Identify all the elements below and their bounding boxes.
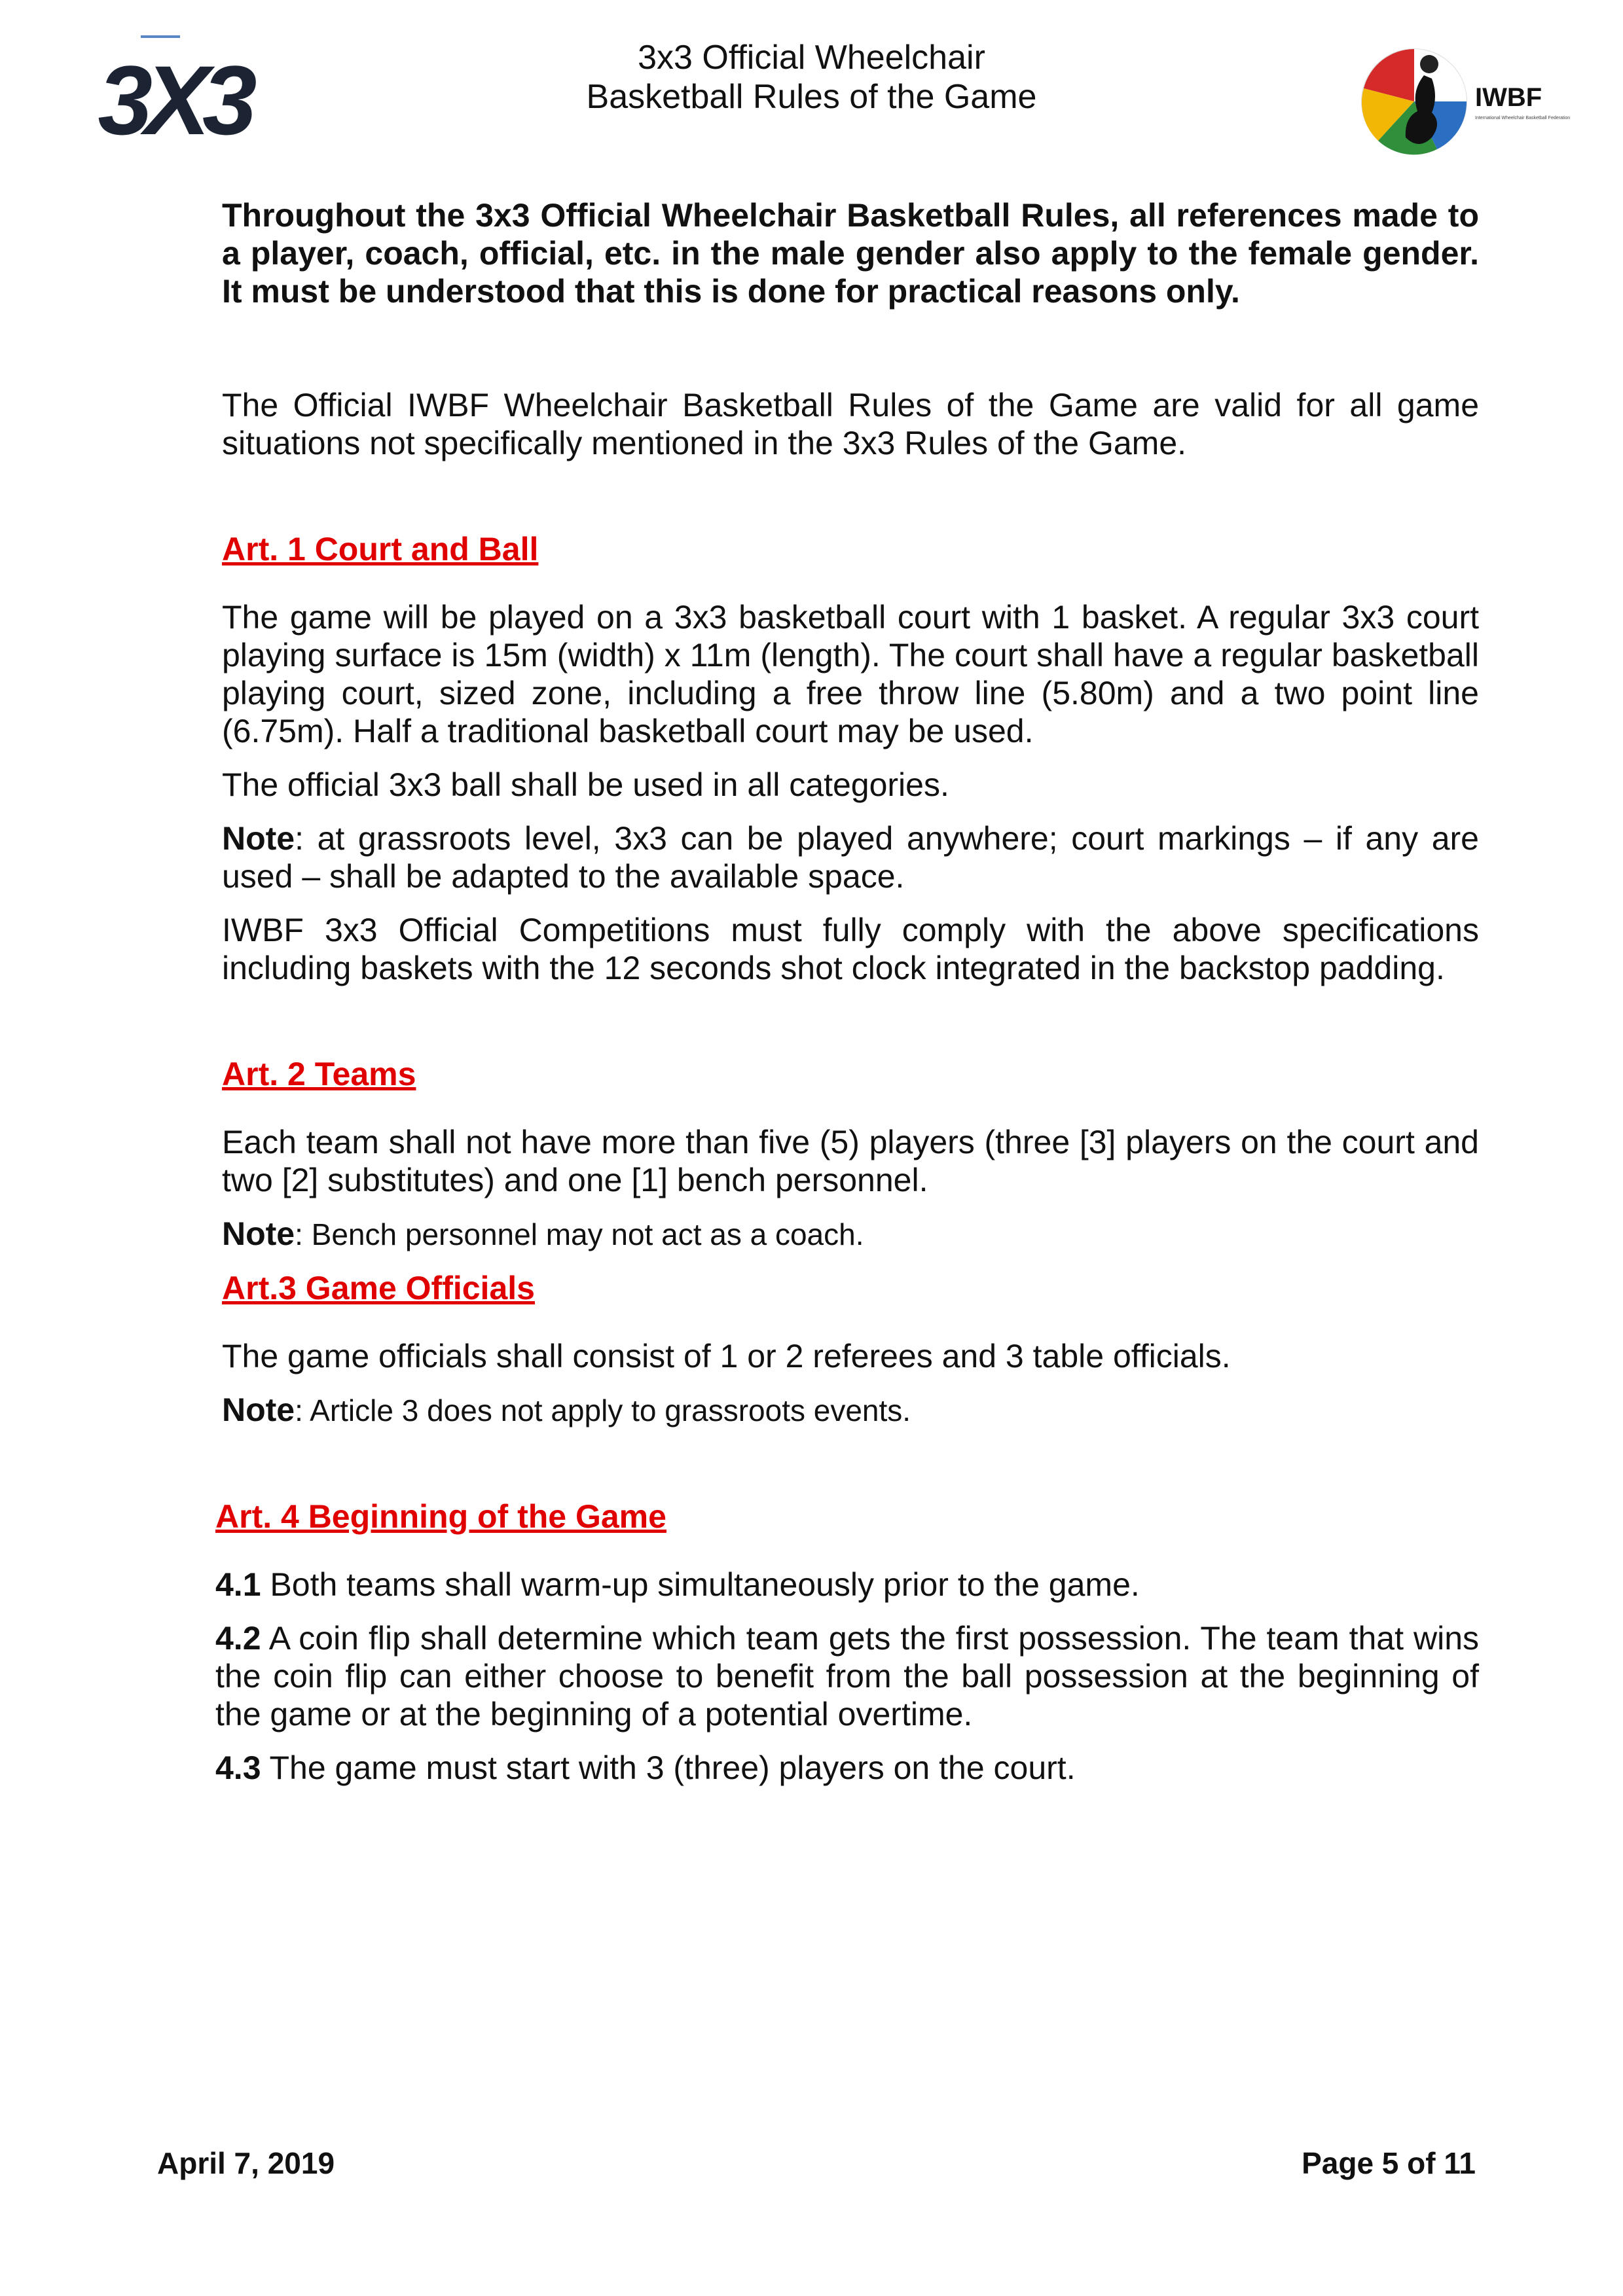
- note-text: : Bench personnel may not act as a coach.: [295, 1217, 864, 1251]
- note-text: : at grassroots level, 3x3 can be played anywhere; court markings – if any are used – shall be adapted to the available space.: [222, 820, 1479, 895]
- iwbf-logo-subtext: International Wheelchair Basketball Federation: [1475, 116, 1571, 120]
- title-line-1: 3x3 Official Wheelchair: [638, 39, 985, 77]
- gender-note: Throughout the 3x3 Official Wheelchair Basketball Rules, all references made to a player, coach, official, etc. in the male gender also apply to the female gender. It must be understood that this is done for practical reasons only.: [222, 197, 1479, 310]
- art4-item: [215, 1749, 1479, 1787]
- art3-paragraph-1: The game officials shall consist of 1 or 2 referees and 3 table officials.: [222, 1338, 1231, 1374]
- art1-title: Art. 1 Court and Ball: [222, 531, 539, 567]
- art4-items: [215, 1566, 1479, 1787]
- note-text: : Article 3 does not apply to grassroots events.: [295, 1393, 911, 1427]
- item-number: 4.1: [215, 1566, 261, 1603]
- note-label: Note: [222, 1391, 295, 1428]
- title-line-2: Basketball Rules of the Game: [586, 78, 1037, 116]
- item-number: 4.2: [215, 1620, 261, 1657]
- footer-date: April 7, 2019: [157, 2146, 335, 2180]
- page-content: [215, 196, 1479, 1787]
- art1-paragraph-2: The official 3x3 ball shall be used in all categories.: [222, 766, 949, 803]
- art1-note: [222, 819, 1479, 895]
- item-text: Both teams shall warm-up simultaneously prior to the game.: [261, 1566, 1140, 1603]
- iwbf-logo: [1359, 46, 1571, 157]
- 3x3-logo-text: 3X3: [98, 45, 249, 155]
- item-text: The game must start with 3 (three) players on the court.: [261, 1749, 1076, 1786]
- item-number: 4.3: [215, 1749, 261, 1786]
- art4-title: Art. 4 Beginning of the Game: [215, 1498, 666, 1535]
- validity-statement: The Official IWBF Wheelchair Basketball Rules of the Game are valid for all game situations not specifically mentioned in the 3x3 Rules of the Game.: [222, 387, 1479, 461]
- art1-paragraph-1: The game will be played on a 3x3 basketball court with 1 basket. A regular 3x3 court playing surface is 15m (width) x 11m (length). The court shall have a regular basketball playing court, sized zone, including a free throw line (5.80m) and a two point line (6.75m). Half a traditional basketball court may be used.: [222, 599, 1479, 749]
- art4-item: [215, 1566, 1479, 1604]
- art2-paragraph-1: Each team shall not have more than five (5) players (three [3] players on the court and two [2] substitutes) and one [1] bench personnel.: [222, 1124, 1479, 1198]
- art4-item: [215, 1619, 1479, 1733]
- item-text: A coin flip shall determine which team gets the first possession. The team that wins the coin flip can either choose to benefit from the ball possession at the beginning of the game or at the beginning of a potential overtime.: [215, 1620, 1479, 1732]
- art3-title: Art.3 Game Officials: [222, 1270, 535, 1306]
- art2-title: Art. 2 Teams: [222, 1056, 416, 1092]
- footer-page-number: Page 5 of 11: [1302, 2146, 1476, 2180]
- iwbf-globe-icon: [1359, 46, 1571, 157]
- art3-note: [222, 1391, 1479, 1429]
- iwbf-logo-text: IWBF: [1475, 83, 1542, 112]
- note-label: Note: [222, 1215, 295, 1252]
- art1-paragraph-4: IWBF 3x3 Official Competitions must fully comply with the above specifications including baskets with the 12 seconds shot clock integrated in the backstop padding.: [222, 912, 1479, 986]
- art2-note: [222, 1215, 1479, 1253]
- note-label: Note: [222, 820, 295, 857]
